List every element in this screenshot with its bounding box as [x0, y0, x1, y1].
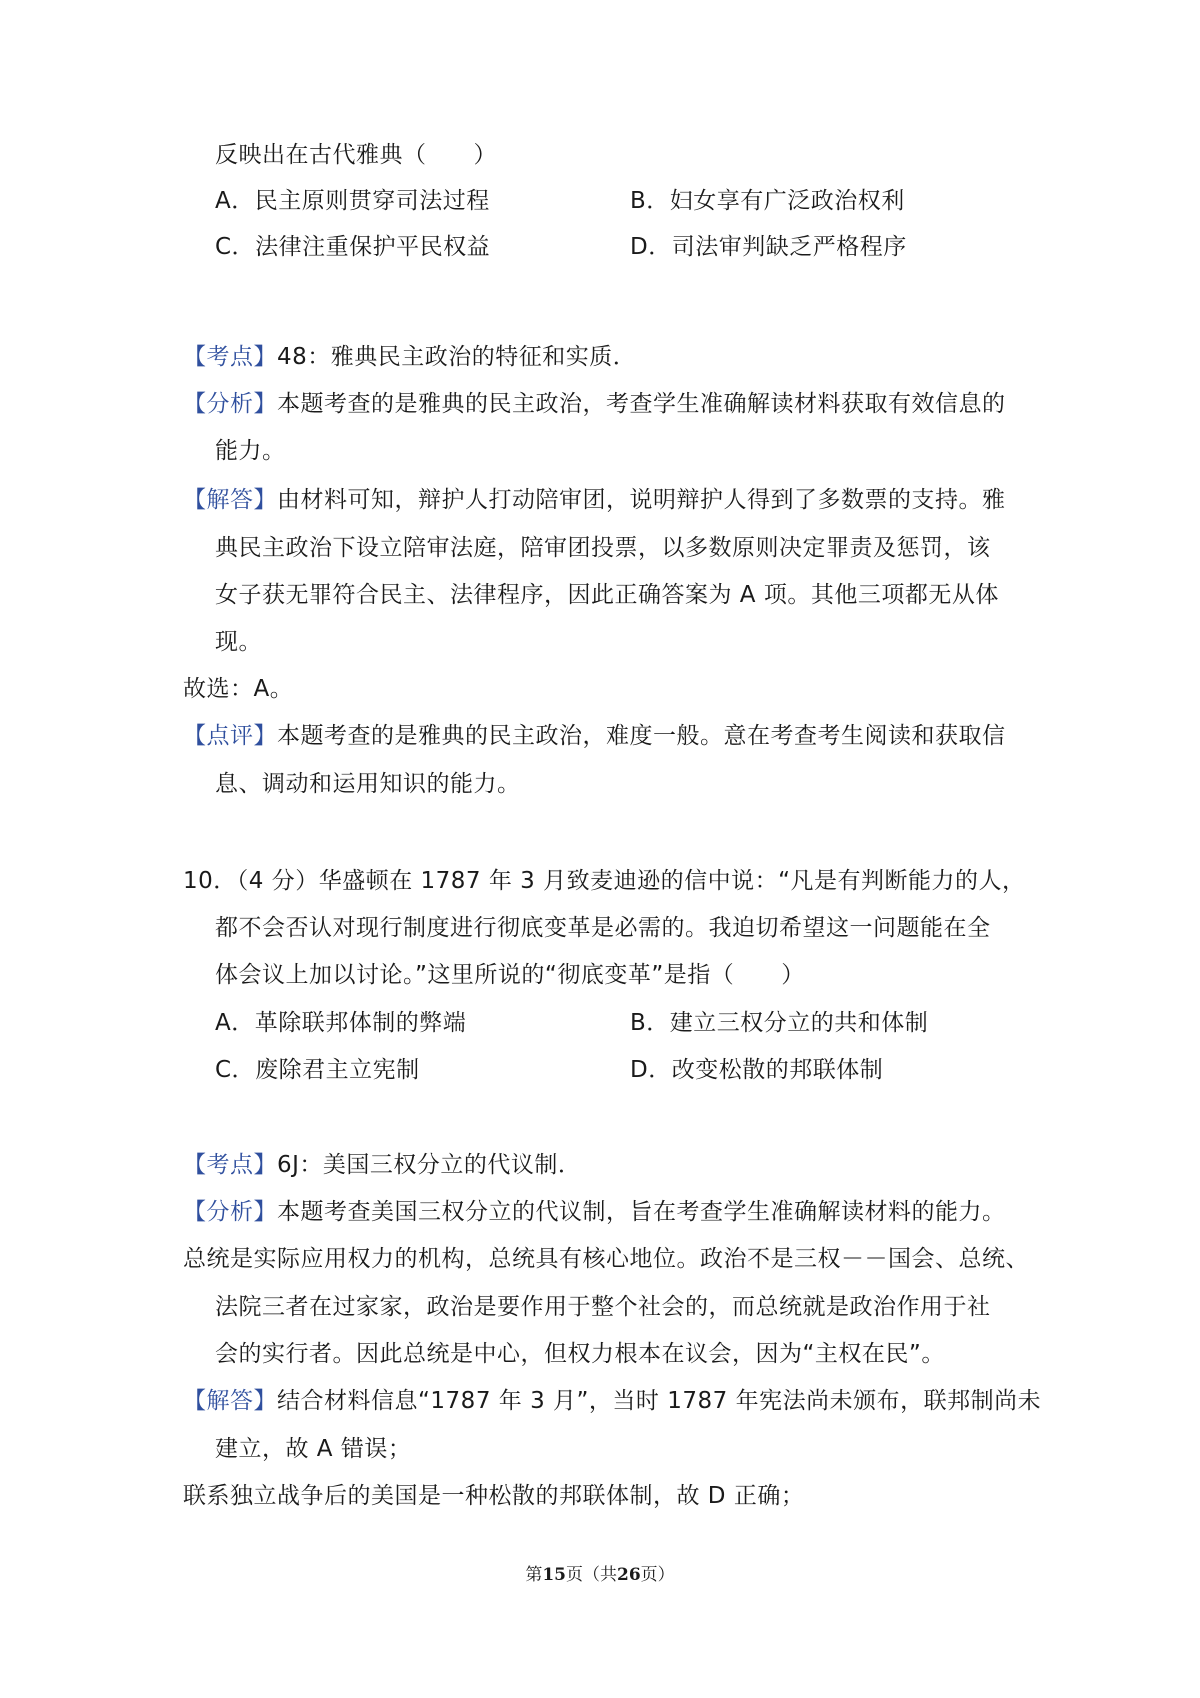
option-b: B．妇女享有广泛政治权利 — [630, 188, 905, 214]
question-stem-line: 都不会否认对现行制度进行彻底变革是必需的。我迫切希望这一问题能在全 — [215, 915, 991, 941]
jieda-tag: 【解答】 — [183, 1388, 277, 1414]
jieda-section: 【解答】由材料可知，辩护人打动陪审团，说明辩护人得到了多数票的支持。雅 — [183, 487, 1006, 513]
option-a: A．革除联邦体制的弊端 — [215, 1010, 467, 1036]
kaodian-tag: 【考点】 — [183, 1152, 277, 1178]
kaodian-section: 【考点】48：雅典民主政治的特征和实质． — [183, 344, 637, 370]
question-stem: 10．（4 分）华盛顿在 1787 年 3 月致麦迪逊的信中说：“凡是有判断能力的人， — [183, 868, 1026, 894]
option-a: A．民主原则贯穿司法过程 — [215, 188, 490, 214]
fenxi-section: 【分析】本题考查美国三权分立的代议制，旨在考查学生准确解读材料的能力。 — [183, 1199, 1006, 1225]
jieda-tag: 【解答】 — [183, 487, 277, 513]
page-footer: 第15页（共26页） — [525, 1565, 675, 1585]
option-d: D．改变松散的邦联体制 — [630, 1057, 884, 1083]
fenxi-extra-line: 法院三者在过家家，政治是要作用于整个社会的，而总统就是政治作用于社 — [215, 1294, 991, 1320]
option-d: D．司法审判缺乏严格程序 — [630, 234, 907, 260]
page-number: 15 — [542, 1565, 566, 1585]
option-b: B．建立三权分立的共和体制 — [630, 1010, 929, 1036]
jieda-extra-line: 联系独立战争后的美国是一种松散的邦联体制，故 D 正确； — [183, 1483, 805, 1509]
dianping-section: 【点评】本题考查的是雅典的民主政治，难度一般。意在考查考生阅读和获取信 — [183, 723, 1006, 749]
jieda-line: 女子获无罪符合民主、法律程序，因此正确答案为 A 项。其他三项都无从体 — [215, 582, 999, 608]
fenxi-section: 【分析】本题考查的是雅典的民主政治，考查学生准确解读材料获取有效信息的 — [183, 391, 1006, 417]
kaodian-tag: 【考点】 — [183, 344, 277, 370]
option-c: C．废除君主立宪制 — [215, 1057, 420, 1083]
page-total: 26 — [617, 1565, 641, 1585]
answer-line: 故选：A。 — [183, 676, 294, 702]
fenxi-tag: 【分析】 — [183, 1199, 277, 1225]
fenxi-line: 能力。 — [215, 438, 286, 464]
dianping-tag: 【点评】 — [183, 723, 277, 749]
option-c: C．法律注重保护平民权益 — [215, 234, 491, 260]
dianping-line: 息、调动和运用知识的能力。 — [215, 771, 521, 797]
fenxi-tag: 【分析】 — [183, 391, 277, 417]
jieda-line: 典民主政治下设立陪审法庭，陪审团投票，以多数原则决定罪责及惩罚，该 — [215, 535, 991, 561]
kaodian-section: 【考点】6J：美国三权分立的代议制． — [183, 1152, 582, 1178]
fenxi-extra-line: 总统是实际应用权力的机构，总统具有核心地位。政治不是三权－－国会、总统、 — [183, 1246, 1029, 1272]
question-stem: 反映出在古代雅典（ ） — [215, 142, 497, 168]
jieda-section: 【解答】结合材料信息“1787 年 3 月”，当时 1787 年宪法尚未颁布，联邦制尚未 — [183, 1388, 1042, 1414]
question-stem-line: 体会议上加以讨论。”这里所说的“彻底变革”是指（ ） — [215, 962, 805, 988]
jieda-line: 建立，故 A 错误； — [215, 1436, 412, 1462]
fenxi-extra-line: 会的实行者。因此总统是中心，但权力根本在议会，因为“主权在民”。 — [215, 1341, 945, 1367]
jieda-line: 现。 — [215, 629, 262, 655]
